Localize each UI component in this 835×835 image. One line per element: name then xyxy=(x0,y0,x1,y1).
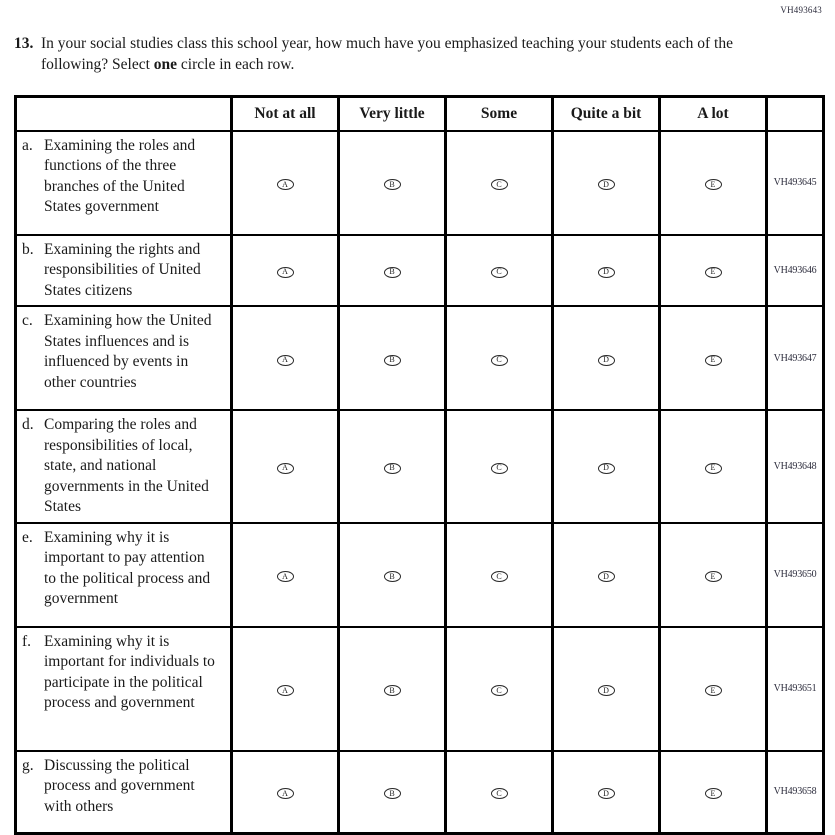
row-g-letter: g. xyxy=(22,756,34,774)
row-g-label-cell xyxy=(16,751,232,834)
bubble-letter: D xyxy=(603,179,609,189)
bubble-letter: D xyxy=(603,463,609,473)
bubble-letter: B xyxy=(389,267,395,277)
bubble-c-B[interactable] xyxy=(384,355,401,366)
bubble-a-A[interactable] xyxy=(277,179,294,190)
bubble-a-D[interactable] xyxy=(598,179,615,190)
bubble-letter: E xyxy=(710,571,716,581)
bubble-letter: D xyxy=(603,788,609,798)
header-code-cell xyxy=(767,97,824,131)
question-13 xyxy=(14,34,770,75)
row-a-code: VH493645 xyxy=(767,131,824,235)
table-row-e xyxy=(16,523,824,627)
row-b-text: Examining the rights and responsibilities of United States citizens xyxy=(44,240,201,299)
bubble-letter: A xyxy=(282,788,288,798)
bubble-d-C[interactable] xyxy=(491,463,508,474)
bubble-b-A[interactable] xyxy=(277,267,294,278)
bubble-letter: B xyxy=(389,788,395,798)
bubble-c-E[interactable] xyxy=(705,355,722,366)
bubble-letter: A xyxy=(282,179,288,189)
table-row-a xyxy=(16,131,824,235)
row-d-cell-quite-a-bit xyxy=(553,410,660,523)
bubble-letter: C xyxy=(496,267,502,277)
row-a-cell-not-at-all xyxy=(232,131,339,235)
row-f-code: VH493651 xyxy=(767,627,824,751)
table-row-f xyxy=(16,627,824,751)
row-e-cell-not-at-all xyxy=(232,523,339,627)
question-number: 13. xyxy=(14,35,34,52)
row-b-label-cell xyxy=(16,235,232,307)
row-e-cell-very-little xyxy=(339,523,446,627)
bubble-c-D[interactable] xyxy=(598,355,615,366)
bubble-letter: A xyxy=(282,571,288,581)
row-g-cell-some xyxy=(446,751,553,834)
row-c-cell-very-little xyxy=(339,306,446,410)
row-g-text: Discussing the political process and government with others xyxy=(44,756,195,815)
row-d-cell-some xyxy=(446,410,553,523)
row-d-text: Comparing the roles and responsibilities of local, state, and national governments in the United States xyxy=(44,416,209,515)
column-header-some: Some xyxy=(446,97,553,131)
row-b-cell-very-little xyxy=(339,235,446,307)
row-f-text: Examining why it is important for individuals to participate in the political process and government xyxy=(44,632,215,711)
row-b-cell-some xyxy=(446,235,553,307)
bubble-letter: B xyxy=(389,355,395,364)
bubble-letter: E xyxy=(710,267,716,277)
bubble-a-B[interactable] xyxy=(384,179,401,190)
row-a-cell-very-little xyxy=(339,131,446,235)
row-c-cell-quite-a-bit xyxy=(553,306,660,410)
bubble-letter: E xyxy=(710,463,716,473)
bubble-letter: D xyxy=(603,267,609,277)
row-e-code: VH493650 xyxy=(767,523,824,627)
bubble-letter: B xyxy=(389,571,395,581)
row-d-code: VH493648 xyxy=(767,410,824,523)
bubble-letter: A xyxy=(282,685,288,695)
bubble-b-B[interactable] xyxy=(384,267,401,278)
row-c-text: Examining how the United States influences and is influenced by events in other countries xyxy=(44,312,212,391)
column-header-a-lot: A lot xyxy=(660,97,767,131)
table-row-c xyxy=(16,306,824,410)
bubble-d-E[interactable] xyxy=(705,463,722,474)
row-f-cell-some xyxy=(446,627,553,751)
bubble-d-A[interactable] xyxy=(277,463,294,474)
row-b-code: VH493646 xyxy=(767,235,824,307)
row-e-cell-a-lot xyxy=(660,523,767,627)
bubble-letter: B xyxy=(389,463,395,473)
bubble-e-B[interactable] xyxy=(384,571,401,582)
bubble-letter: E xyxy=(710,179,716,189)
header-row xyxy=(16,97,824,131)
row-e-text: Examining why it is important to pay attention to the political process and government xyxy=(44,528,211,607)
row-a-cell-a-lot xyxy=(660,131,767,235)
bubble-b-D[interactable] xyxy=(598,267,615,278)
question-bold-word: one xyxy=(153,55,178,73)
question-text xyxy=(41,34,770,75)
bubble-letter: A xyxy=(282,355,288,364)
bubble-d-B[interactable] xyxy=(384,463,401,474)
bubble-letter: C xyxy=(496,463,502,473)
bubble-g-D[interactable] xyxy=(598,788,615,799)
row-b-cell-a-lot xyxy=(660,235,767,307)
row-f-letter: f. xyxy=(22,632,32,650)
row-g-cell-quite-a-bit xyxy=(553,751,660,834)
row-d-cell-very-little xyxy=(339,410,446,523)
bubble-letter: B xyxy=(389,685,395,695)
emphasis-matrix-table xyxy=(14,95,825,835)
row-d-cell-a-lot xyxy=(660,410,767,523)
row-e-letter: e. xyxy=(22,528,33,546)
row-b-cell-not-at-all xyxy=(232,235,339,307)
bubble-letter: E xyxy=(710,685,716,695)
table-row-b xyxy=(16,235,824,307)
bubble-e-A[interactable] xyxy=(277,571,294,582)
row-c-cell-a-lot xyxy=(660,306,767,410)
row-f-label-cell xyxy=(16,627,232,751)
row-d-label-cell xyxy=(16,410,232,523)
row-f-cell-quite-a-bit xyxy=(553,627,660,751)
bubble-letter: A xyxy=(282,267,288,277)
bubble-letter: B xyxy=(389,179,395,189)
row-f-cell-very-little xyxy=(339,627,446,751)
bubble-letter: C xyxy=(496,685,502,695)
bubble-e-E[interactable] xyxy=(705,571,722,582)
column-header-very-little: Very little xyxy=(339,97,446,131)
row-e-cell-some xyxy=(446,523,553,627)
bubble-letter: C xyxy=(496,788,502,798)
bubble-f-D[interactable] xyxy=(598,685,615,696)
row-f-cell-not-at-all xyxy=(232,627,339,751)
bubble-letter: D xyxy=(603,355,609,364)
row-a-cell-quite-a-bit xyxy=(553,131,660,235)
bubble-letter: C xyxy=(496,355,502,364)
bubble-d-D[interactable] xyxy=(598,463,615,474)
row-c-label-cell xyxy=(16,306,232,410)
bubble-f-B[interactable] xyxy=(384,685,401,696)
row-e-cell-quite-a-bit xyxy=(553,523,660,627)
bubble-g-C[interactable] xyxy=(491,788,508,799)
row-a-letter: a. xyxy=(22,136,33,154)
bubble-a-E[interactable] xyxy=(705,179,722,190)
header-stub-cell xyxy=(16,97,232,131)
row-c-cell-some xyxy=(446,306,553,410)
bubble-letter: A xyxy=(282,463,288,473)
table-row-d xyxy=(16,410,824,523)
row-c-cell-not-at-all xyxy=(232,306,339,410)
bubble-letter: C xyxy=(496,571,502,581)
question-text-after: circle in each row. xyxy=(177,55,295,73)
bubble-letter: E xyxy=(710,788,716,798)
row-f-cell-a-lot xyxy=(660,627,767,751)
row-d-letter: d. xyxy=(22,416,34,433)
bubble-letter: C xyxy=(496,179,502,189)
row-c-letter: c. xyxy=(22,312,33,329)
row-g-cell-a-lot xyxy=(660,751,767,834)
row-g-cell-not-at-all xyxy=(232,751,339,834)
question-text-before: In your social studies class this school year, how much have you emphasized teaching your students each of the following? Select xyxy=(41,35,733,73)
bubble-letter: E xyxy=(710,355,716,364)
bubble-c-C[interactable] xyxy=(491,355,508,366)
page-accession-code: VH493643 xyxy=(780,5,822,15)
row-c-code: VH493647 xyxy=(767,306,824,410)
row-d-cell-not-at-all xyxy=(232,410,339,523)
table-row-g xyxy=(16,751,824,834)
row-e-label-cell xyxy=(16,523,232,627)
bubble-letter: D xyxy=(603,571,609,581)
bubble-b-E[interactable] xyxy=(705,267,722,278)
bubble-e-D[interactable] xyxy=(598,571,615,582)
row-a-label-cell xyxy=(16,131,232,235)
row-g-code: VH493658 xyxy=(767,751,824,834)
bubble-g-E[interactable] xyxy=(705,788,722,799)
bubble-c-A[interactable] xyxy=(277,355,294,366)
row-a-text: Examining the roles and functions of the three branches of the United States government xyxy=(44,136,196,215)
bubble-a-C[interactable] xyxy=(491,179,508,190)
bubble-g-A[interactable] xyxy=(277,788,294,799)
bubble-b-C[interactable] xyxy=(491,267,508,278)
column-header-not-at-all: Not at all xyxy=(232,97,339,131)
bubble-f-E[interactable] xyxy=(705,685,722,696)
row-b-cell-quite-a-bit xyxy=(553,235,660,307)
row-b-letter: b. xyxy=(22,240,34,258)
column-header-quite-a-bit: Quite a bit xyxy=(553,97,660,131)
bubble-f-C[interactable] xyxy=(491,685,508,696)
bubble-e-C[interactable] xyxy=(491,571,508,582)
bubble-g-B[interactable] xyxy=(384,788,401,799)
row-a-cell-some xyxy=(446,131,553,235)
row-g-cell-very-little xyxy=(339,751,446,834)
bubble-letter: D xyxy=(603,685,609,695)
bubble-f-A[interactable] xyxy=(277,685,294,696)
